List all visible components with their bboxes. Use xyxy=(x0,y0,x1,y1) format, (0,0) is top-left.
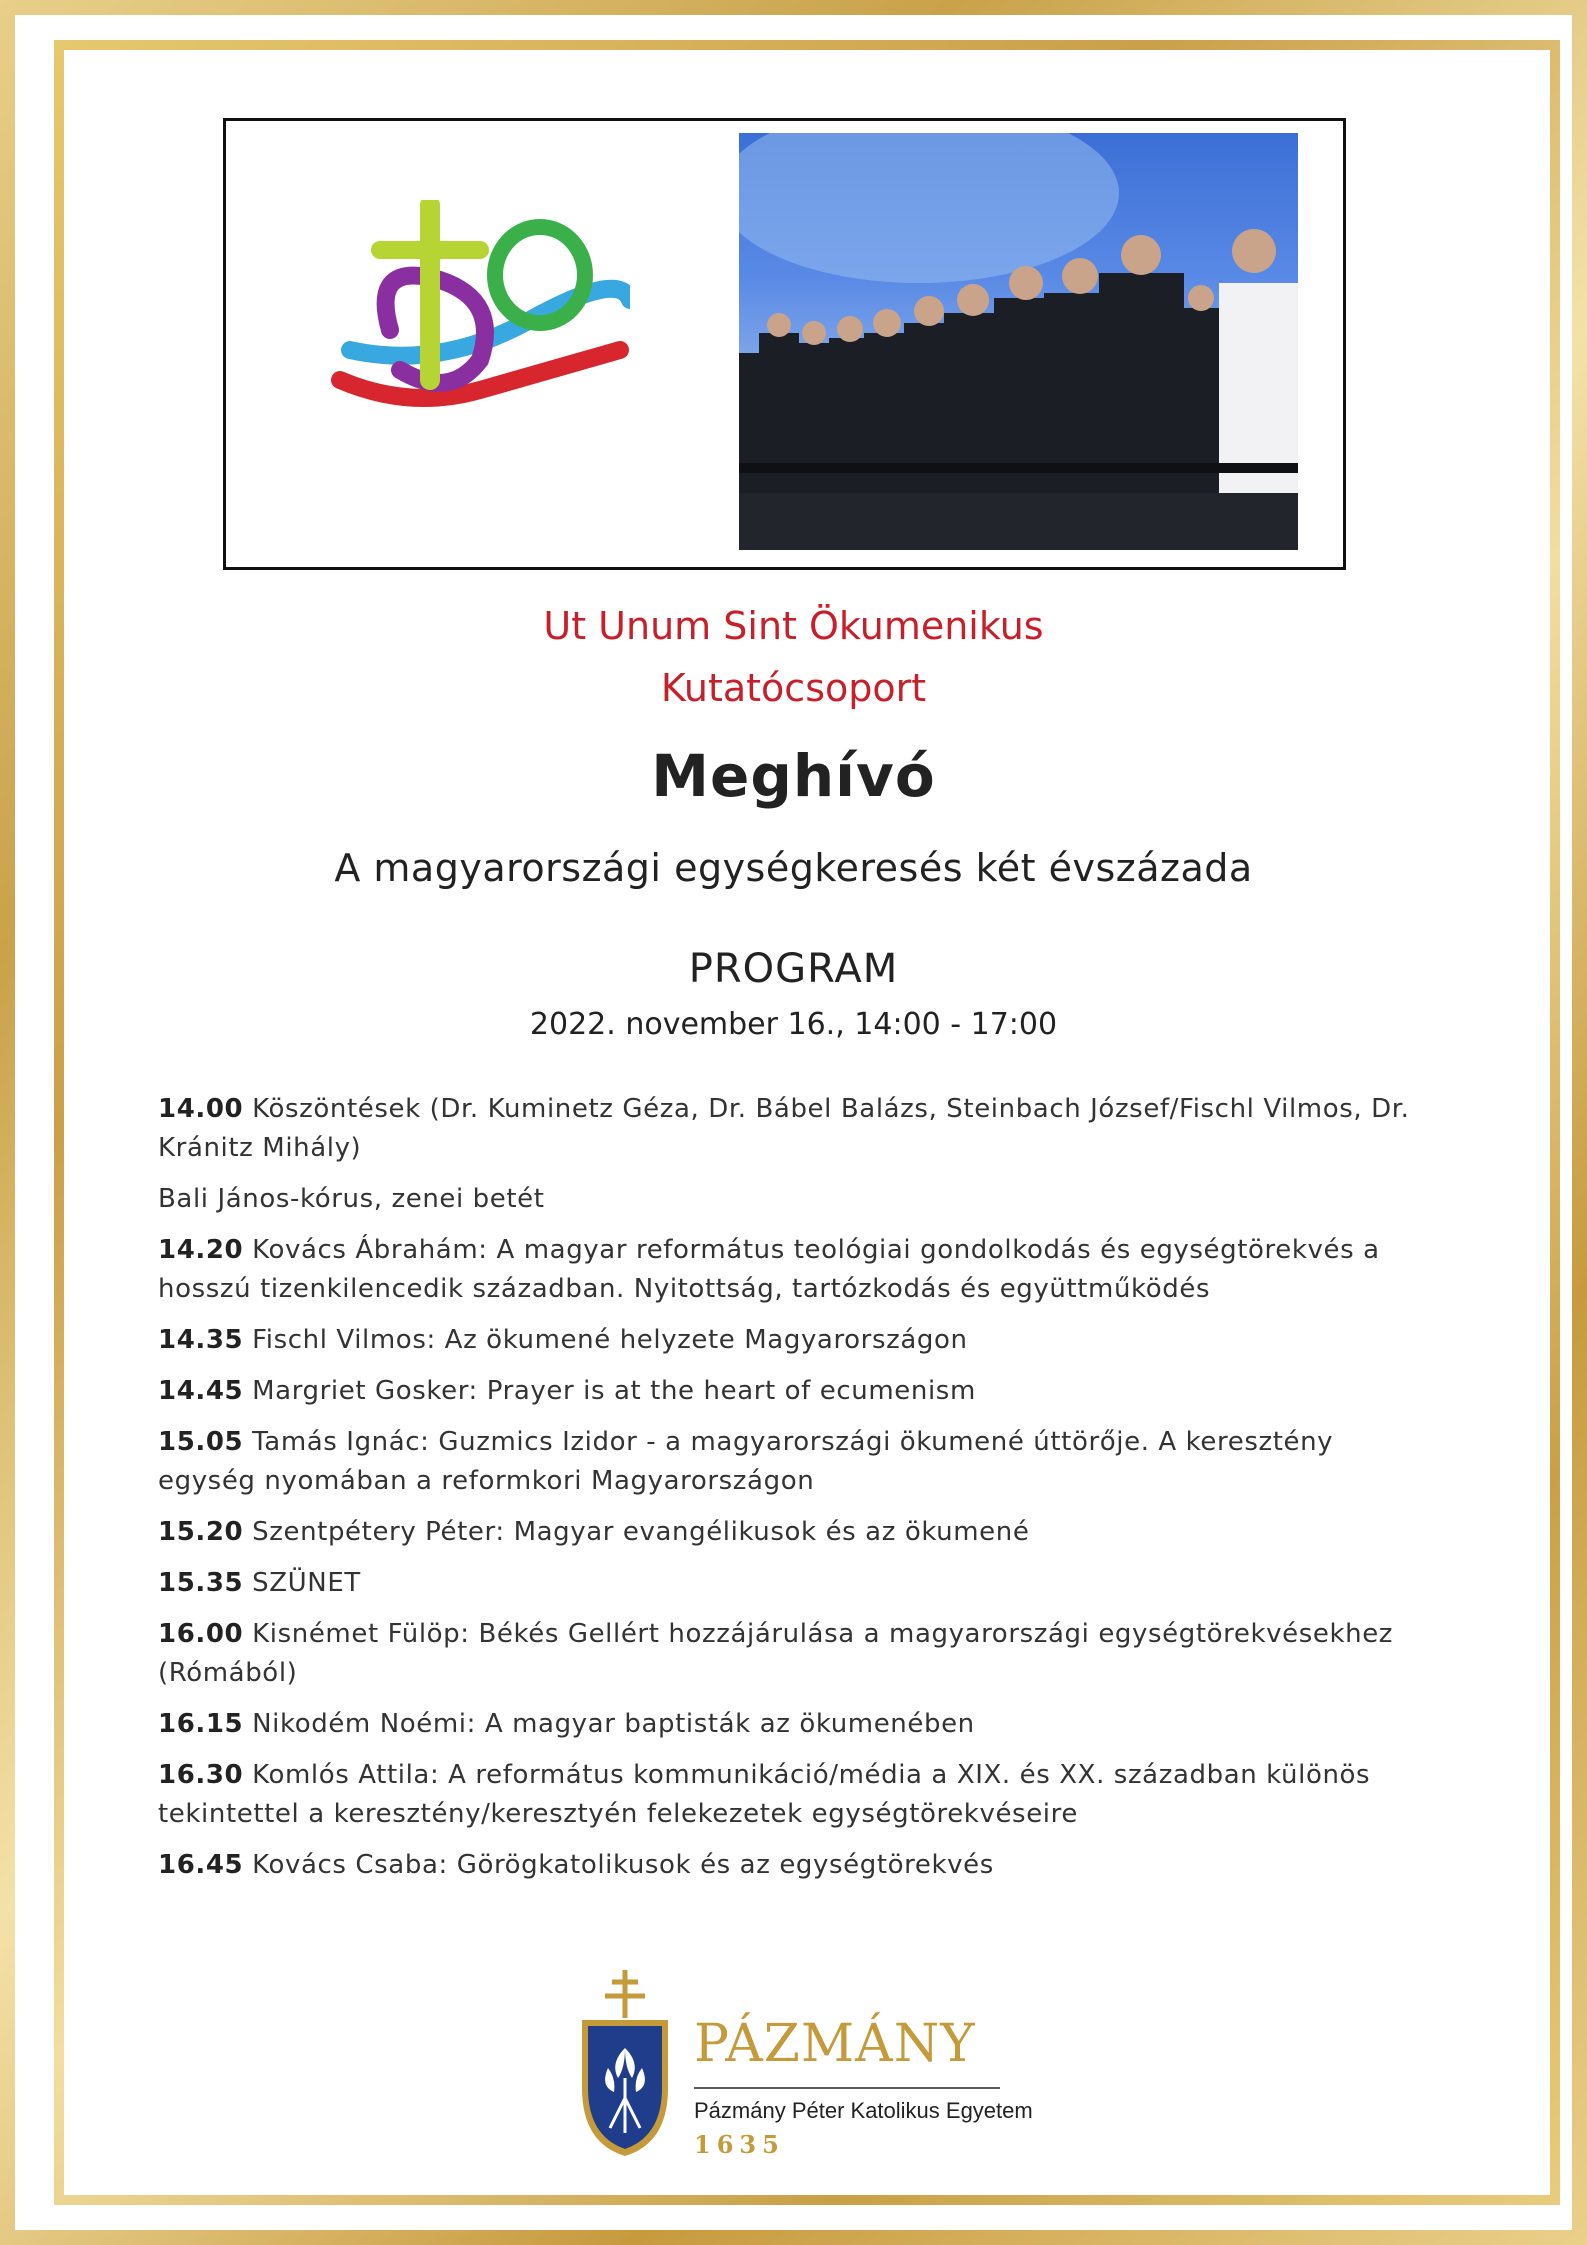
program-list xyxy=(158,1090,1428,1897)
program-time: 14.45 xyxy=(158,1376,244,1406)
ecumenical-logo-icon xyxy=(330,200,630,460)
program-item xyxy=(158,1180,1428,1219)
program-item xyxy=(158,1372,1428,1411)
program-text: Köszöntések (Dr. Kuminetz Géza, Dr. Bábel Balázs, Steinbach József/Fischl Vilmos, Dr. Kránitz Mihály) xyxy=(158,1094,1410,1163)
program-time: 16.00 xyxy=(158,1619,244,1649)
university-logo-name: PÁZMÁNY xyxy=(694,2014,976,2074)
university-full-name: Pázmány Péter Katolikus Egyetem xyxy=(694,2098,1033,2123)
program-time: 15.20 xyxy=(158,1517,244,1547)
program-time: 15.05 xyxy=(158,1427,244,1457)
program-heading: PROGRAM xyxy=(688,946,899,992)
program-text: Komlós Attila: A református kommunikáció/média a XIX. és XX. században különös tekintettel a keresztény/keresztyén felekezetek egységtörekvéseire xyxy=(158,1760,1371,1829)
program-item xyxy=(158,1513,1428,1552)
program-time: 14.00 xyxy=(158,1094,244,1124)
program-time: 16.15 xyxy=(158,1709,244,1739)
event-subtitle: A magyarországi egységkeresés két évszázada xyxy=(334,846,1253,890)
clergy-photo-illustration xyxy=(739,133,1298,550)
program-time: 15.35 xyxy=(158,1568,244,1598)
program-time: 16.45 xyxy=(158,1850,244,1880)
program-item xyxy=(158,1615,1428,1693)
program-text: Margriet Gosker: Prayer is at the heart of ecumenism xyxy=(252,1376,976,1406)
program-item xyxy=(158,1423,1428,1501)
program-item xyxy=(158,1321,1428,1360)
program-item xyxy=(158,1231,1428,1309)
program-text: Tamás Ignác: Guzmics Izidor - a magyarországi ökumené úttörője. A keresztény egység nyomában a reformkori Magyarországon xyxy=(158,1427,1334,1496)
program-item xyxy=(158,1564,1428,1603)
program-text: Kovács Ábrahám: A magyar református teológiai gondolkodás és egységtörekvés a hosszú tizenkilencedik században. Nyitottság, tartózkodás és együttműködés xyxy=(158,1235,1380,1304)
program-item xyxy=(158,1756,1428,1834)
program-time: 14.35 xyxy=(158,1325,244,1355)
program-text: Szentpétery Péter: Magyar evangélikusok és az ökumené xyxy=(252,1517,1030,1547)
program-time: 16.30 xyxy=(158,1760,244,1790)
program-time: 14.20 xyxy=(158,1235,244,1265)
program-text: Fischl Vilmos: Az ökumené helyzete Magyarországon xyxy=(252,1325,968,1355)
program-text: Kisnémet Fülöp: Békés Gellért hozzájárulása a magyarországi egységtörekvésekhez (Rómából) xyxy=(158,1619,1394,1688)
program-text: Kovács Csaba: Görögkatolikusok és az egységtörekvés xyxy=(252,1850,994,1880)
program-item xyxy=(158,1846,1428,1885)
program-text: SZÜNET xyxy=(252,1568,361,1598)
page-title: Meghívó xyxy=(651,742,936,810)
research-group-name xyxy=(0,595,1587,719)
group-line-2: Kutatócsoport xyxy=(660,666,927,710)
program-item xyxy=(158,1705,1428,1744)
program-item xyxy=(158,1090,1428,1168)
group-line-1: Ut Unum Sint Ökumenikus xyxy=(543,604,1044,648)
program-text: Nikodém Noémi: A magyar baptisták az ökumenében xyxy=(252,1709,975,1739)
clergy-photo xyxy=(739,133,1298,550)
university-founding-year: 1635 xyxy=(694,2130,785,2159)
event-date: 2022. november 16., 14:00 - 17:00 xyxy=(529,1007,1058,1042)
program-text: Bali János-kórus, zenei betét xyxy=(158,1184,545,1214)
